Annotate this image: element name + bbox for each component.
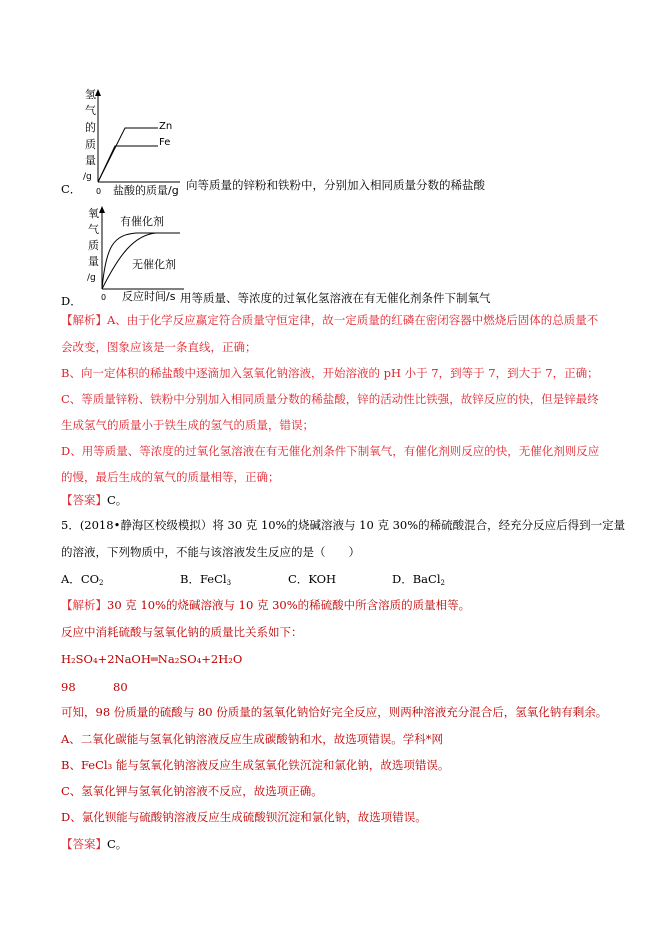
analysis-line: D、氯化钡能与硫酸钠溶液反应生成硫酸钡沉淀和氯化钠，故选项错误。 [61, 810, 427, 824]
answer-value: C。 [107, 493, 128, 507]
analysis-line: C、等质量锌粉、铁粉中分别加入相同质量分数的稀盐酸，锌的活动性比铁强，故锌反应的快，但是锌最终 [61, 392, 599, 406]
choice-b [180, 572, 231, 590]
line-zn [98, 128, 158, 182]
y-label-char: 气 [88, 223, 99, 236]
chart-oxygen-vs-time [84, 205, 184, 305]
y-label-unit: /g [83, 172, 92, 182]
mass-naoh: 80 [113, 680, 128, 694]
series-label-fe: Fe [159, 137, 171, 148]
answer-value: C。 [107, 837, 128, 851]
choice-letter: D． [392, 572, 413, 586]
analysis-line [61, 313, 598, 327]
answer-line [61, 493, 127, 507]
choice-text: CO [80, 572, 100, 586]
choice-letter: A． [61, 572, 81, 586]
analysis-line: D、用等质量、等浓度的过氧化氢溶液在有无催化剂条件下制氧气，有催化剂则反应的快，无催化剂则反应 [61, 444, 600, 458]
y-label-char: 氢 [85, 88, 96, 101]
analysis-line: B、向一定体积的稀盐酸中逐滴加入氢氧化钠溶液，开始溶液的 pH 小于 7，到等于 7，到大于 7，正确； [61, 366, 599, 380]
answer-tag: 【答案】 [61, 837, 107, 851]
answer-line [61, 837, 127, 851]
y-label-char: 气 [85, 104, 96, 117]
choice-c [288, 572, 336, 586]
choice-letter: C． [288, 572, 309, 586]
y-label-char: 氧 [88, 207, 99, 220]
option-c-description: 向等质量的锌粉和铁粉中，分别加入相同质量分数的稀盐酸 [186, 178, 485, 192]
y-axis-arrow [99, 206, 105, 213]
chemical-equation: H₂SO₄+2NaOH═Na₂SO₄+2H₂O [61, 652, 243, 666]
choice-text: FeCl [199, 572, 227, 586]
analysis-tag: 【解析】 [61, 598, 107, 612]
mass-h2so4: 98 [61, 680, 76, 694]
option-d-letter: D． [61, 294, 82, 308]
choice-a [61, 572, 104, 590]
analysis-line: A、二氧化碳能与氢氧化钠溶液反应生成碳酸钠和水，故选项错误。学科*网 [61, 732, 444, 746]
analysis-line: 反应中消耗硫酸与氢氧化钠的质量比关系如下： [61, 625, 303, 639]
x-axis-label: 反应时间/s [122, 290, 176, 303]
analysis-line: 生成氢气的质量小于铁生成的氢气的质量，错误； [61, 418, 314, 432]
y-label-char: 量 [88, 255, 99, 268]
y-label-char: 质 [88, 239, 99, 252]
analysis-tag: 【解析】 [61, 313, 107, 327]
origin-label: 0 [101, 293, 107, 302]
question-5-line1: 5．(2018•静海区校级模拟）将 30 克 10%的烧碱溶液与 10 克 30%的稀硫酸混合，经充分反应后得到一定量 [61, 518, 626, 532]
x-axis-label: 盐酸的质量/g [113, 184, 179, 196]
series-label-no-catalyst: 无催化剂 [132, 258, 176, 271]
line-fe [98, 146, 158, 182]
question-5-line2: 的溶液，下列物质中，不能与该溶液发生反应的是（ ） [61, 545, 360, 559]
choice-letter: B． [180, 572, 200, 586]
choice-text: BaCl [412, 572, 441, 586]
option-d-description: 用等质量、等浓度的过氧化氢溶液在有无催化剂条件下制氧气 [180, 291, 491, 305]
analysis-line: 会改变，图象应该是一条直线，正确； [61, 340, 257, 354]
choice-subscript: 3 [226, 579, 232, 587]
option-c-letter: C． [61, 182, 82, 196]
analysis-line: B、FeCl₃ 能与氢氧化钠溶液反应生成氢氧化铁沉淀和氯化钠，故选项错误。 [61, 758, 450, 772]
analysis-line: 可知，98 份质量的硫酸与 80 份质量的氢氧化钠恰好完全反应，则两种溶液充分混合后，氢氧化钠有剩余。 [61, 705, 608, 719]
choice-d [392, 572, 445, 590]
series-label-zn: Zn [159, 121, 173, 132]
analysis-text: 30 克 10%的烧碱溶液与 10 克 30%的稀硫酸中所含溶质的质量相等。 [107, 598, 471, 612]
y-label-unit: /g [87, 273, 96, 283]
analysis-line: C、氢氧化钾与氢氧化钠溶液不反应，故选项正确。 [61, 784, 323, 798]
y-label-char: 量 [85, 154, 96, 167]
analysis-line: 的慢，最后生成的氧气的质量相等，正确； [61, 470, 280, 484]
chart-hydrogen-vs-hcl [80, 86, 180, 196]
series-label-catalyst: 有催化剂 [120, 215, 164, 228]
analysis-line [61, 598, 470, 612]
y-label-char: 质 [85, 138, 96, 151]
choice-text: KOH [308, 572, 337, 586]
answer-tag: 【答案】 [61, 493, 107, 507]
origin-label: 0 [96, 187, 102, 196]
y-label-char: 的 [85, 121, 96, 134]
choice-subscript: 2 [440, 579, 445, 587]
analysis-text: A、由于化学反应赢定符合质量守恒定律，故一定质量的红磷在密闭容器中燃烧后固体的总质量不 [107, 313, 599, 327]
choice-subscript: 2 [99, 579, 104, 587]
